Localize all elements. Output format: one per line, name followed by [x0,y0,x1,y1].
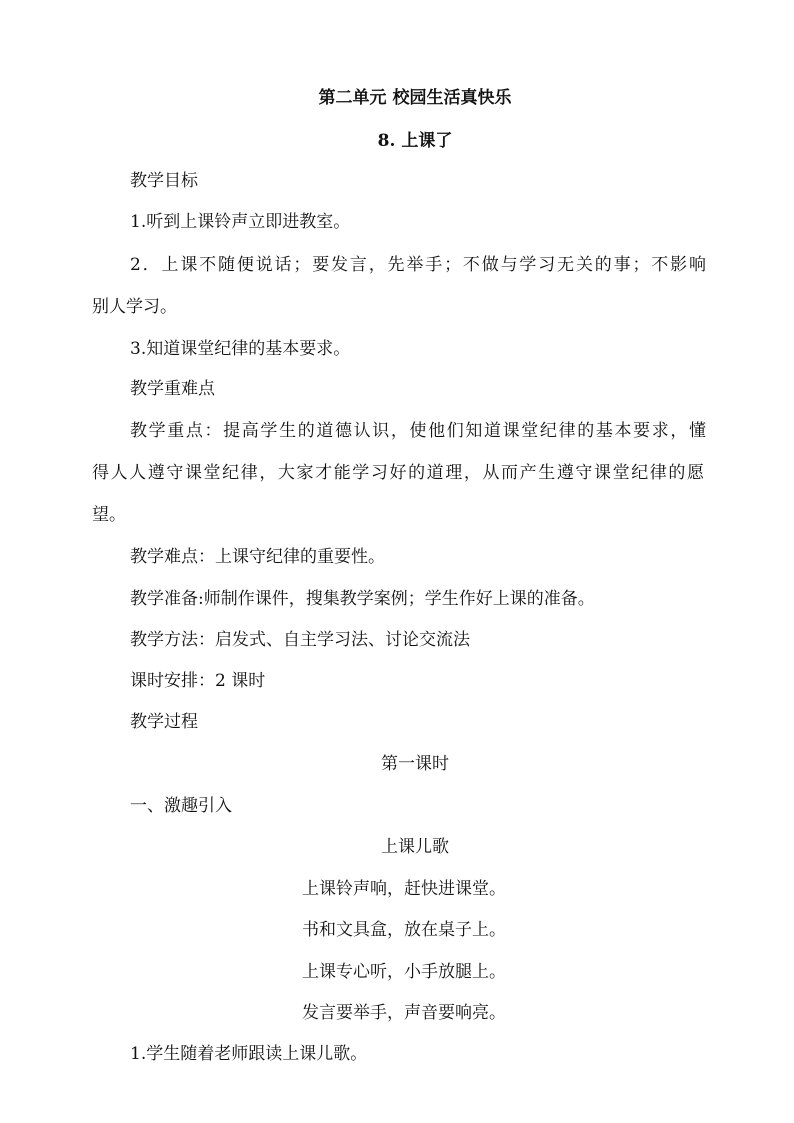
lesson-schedule: 课时安排：2 课时 [130,671,266,691]
poem-line: 书和文具盒，放在桌子上。 [302,920,506,940]
poem-line: 上课铃声响，赶快进课堂。 [302,879,506,899]
teaching-difficulty: 教学难点：上课守纪律的重要性。 [130,547,385,567]
unit-title: 第二单元 校园生活真快乐 [318,88,512,108]
lesson-title: 8. 上课了 [377,131,453,151]
objective-2-line-1: 2．上课不随便说话；要发言，先举手；不做与学习无关的事；不影响 [130,255,706,275]
teaching-methods: 教学方法：启发式、自主学习法、讨论交流法 [130,630,470,650]
key-points-heading: 教学重难点 [130,379,215,399]
key-point-line-3: 望。 [92,505,126,525]
objective-1: 1.听到上课铃声立即进教室。 [130,212,351,232]
teaching-preparation: 教学准备:师制作课件，搜集教学案例；学生作好上课的准备。 [130,589,595,609]
section-1-heading: 一、激趣引入 [130,796,232,816]
key-point-line-1: 教学重点：提高学生的道德认识，使他们知道课堂纪律的基本要求，懂 [130,421,706,441]
process-heading: 教学过程 [130,712,198,732]
key-point-line-2: 得人人遵守课堂纪律，大家才能学习好的道理，从而产生遵守课堂纪律的愿 [92,463,704,483]
poem-title: 上课儿歌 [381,837,449,857]
objectives-heading: 教学目标 [130,171,198,191]
poem-line: 发言要举手，声音要响亮。 [302,1003,506,1023]
first-lesson-heading: 第一课时 [381,754,449,774]
objective-2-line-2: 别人学习。 [92,297,177,317]
step-1: 1.学生随着老师跟读上课儿歌。 [130,1044,368,1064]
objective-3: 3.知道课堂纪律的基本要求。 [130,339,351,359]
poem-line: 上课专心听，小手放腿上。 [302,962,506,982]
